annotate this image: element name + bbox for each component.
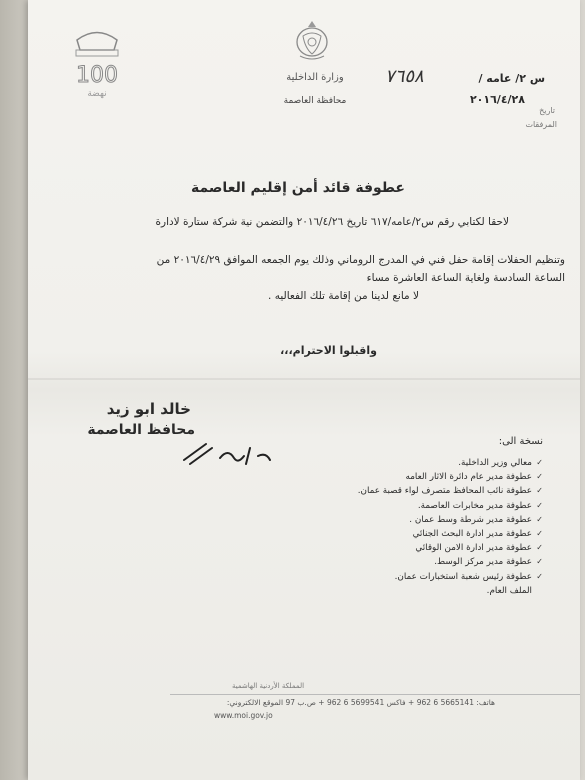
checkmark-icon: ✓	[536, 458, 543, 467]
cc-item: ✓عطوفة مدير عام دائرة الاثار العامه	[243, 470, 543, 484]
cc-list	[243, 456, 543, 598]
checkmark-icon: ✓	[536, 543, 543, 553]
cc-item: الملف العام.	[486, 585, 532, 596]
checkmark-icon: ✓	[536, 571, 543, 581]
checkmark-icon: ✓	[536, 472, 543, 482]
cc-label: نسخة الى:	[498, 436, 543, 447]
cc-item: ✓عطوفة مدير ادارة البحث الجنائي	[243, 527, 543, 541]
letter-date: ٢٠١٦/٤/٢٨	[469, 93, 525, 106]
cc-item: ✓عطوفة نائب المحافظ متصرف لواء قصبة عمان.	[243, 484, 543, 498]
letter-line-2: وتنظيم الحفلات إقامة حفل فني في المدرج الروماني وذلك يوم الجمعه الموافق ٢٠١٦/٤/٢٩ من	[156, 254, 565, 266]
checkmark-icon: ✓	[536, 500, 543, 510]
checkmark-icon: ✓	[536, 557, 543, 567]
cc-item: ✓عطوفة مدير شرطة وسط عمان .	[243, 513, 543, 527]
signatory-name: خالد ابو زيد	[106, 400, 191, 418]
letter-line-3: الساعة السادسة ولغاية الساعة العاشرة مساء	[366, 272, 565, 284]
date-label: تاريخ	[539, 106, 555, 115]
centenary-label: نهضة	[87, 89, 107, 99]
footer-website: www.moi.gov.jo	[214, 711, 273, 720]
reference-number: س ٢/ عامه /	[478, 72, 545, 85]
closing-line: واقبلوا الاحترام،،،	[280, 344, 377, 357]
cc-item: ✓عطوفة مدير ادارة الامن الوقائي	[243, 541, 543, 555]
coat-of-arms-emblem	[292, 18, 332, 62]
checkmark-icon: ✓	[536, 514, 543, 524]
centenary-number: 100	[76, 63, 118, 88]
handwritten-reference: ٧٦٥٨	[385, 66, 424, 87]
letter-line-1: لاحقا لكتابي رقم س٢/عامه/٦١٧ تاريخ ٢٠١٦/٤/٢٦ والتضمن نية شركة ستارة لادارة	[155, 216, 509, 228]
centenary-logo	[62, 20, 132, 100]
attachments-label: المرفقات	[525, 120, 557, 129]
governorate-name: محافظة العاصمة	[283, 96, 347, 106]
footer-kingdom: المملكة الأردنية الهاشمية	[232, 682, 305, 690]
paper-fold	[28, 378, 580, 380]
checkmark-icon: ✓	[536, 486, 543, 496]
letter-line-4: لا مانع لدينا من إقامة تلك الفعاليه .	[268, 290, 419, 302]
cc-item: ✓عطوفة مدير مخابرات العاصمة.	[243, 499, 543, 513]
footer-contact: هاتف: 5665141 6 962 + فاكس 5699541 6 962 + ص.ب 97 الموقع الالكتروني:	[226, 698, 495, 707]
cc-item: ✓عطوفة مدير مركز الوسط.	[243, 555, 543, 569]
ministry-name: وزارة الداخلية	[286, 72, 344, 83]
checkmark-icon: ✓	[536, 528, 543, 538]
cc-item: ✓معالي وزير الداخلية.	[243, 456, 543, 470]
signatory-title: محافظ العاصمة	[87, 422, 195, 438]
salutation: عطوفة قائد أمن إقليم العاصمة	[191, 180, 405, 196]
letter-paper	[28, 0, 580, 780]
cc-item: ✓عطوفة رئيس شعبة استخبارات عمان.	[243, 570, 543, 584]
footer-divider	[170, 694, 580, 695]
